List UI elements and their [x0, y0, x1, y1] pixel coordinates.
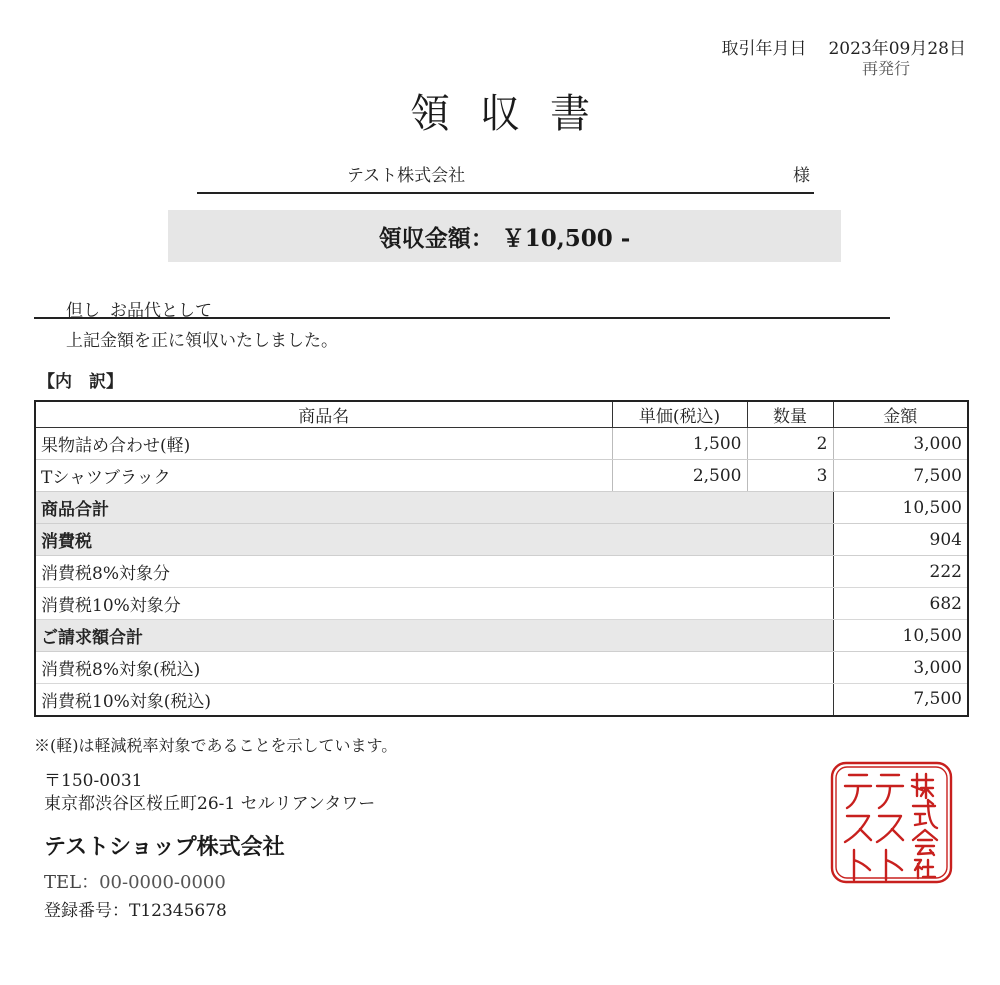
tax-10-label: 消費税10%対象分 — [35, 588, 833, 620]
item-name: 果物詰め合わせ(軽) — [35, 428, 612, 460]
item-amount: 7,500 — [833, 460, 968, 492]
page-title: 領収書 — [410, 91, 620, 137]
subtotal-label: 商品合計 — [35, 492, 833, 524]
amount-label: 領収金額： — [378, 224, 494, 252]
item-name: Tシャツブラック — [35, 460, 612, 492]
issuer-tel — [44, 868, 226, 894]
amount-value: ￥10,500 - — [501, 224, 631, 252]
subtotal-row — [35, 492, 968, 524]
column-header-unit-price: 単価(税込) — [612, 401, 747, 428]
purpose-text: お品代として — [110, 301, 212, 321]
taxable-8-row — [35, 652, 968, 684]
grand-total-row — [35, 620, 968, 652]
purpose-underline — [34, 317, 890, 319]
transaction-date — [721, 34, 966, 59]
reduced-tax-note: ※(軽)は軽減税率対象であることを示しています。 — [34, 736, 398, 755]
issuer-name: テストショップ株式会社 — [44, 834, 285, 860]
date-label: 取引年月日 — [721, 39, 807, 59]
table-row — [35, 428, 968, 460]
registration-number: 登録番号：T12345678 — [44, 901, 227, 921]
grand-total-label: ご請求額合計 — [35, 620, 833, 652]
tax-label: 消費税 — [35, 524, 833, 556]
received-statement: 上記金額を正に領収いたしました。 — [66, 331, 338, 351]
tel-label: TEL： — [44, 872, 100, 893]
column-header-product: 商品名 — [35, 401, 612, 428]
tax-10-row — [35, 588, 968, 620]
amount-box — [168, 210, 841, 262]
purpose-label: 但し — [66, 301, 100, 321]
taxable-8-value: 3,000 — [833, 652, 968, 684]
subtotal-value: 10,500 — [833, 492, 968, 524]
item-unit-price: 1,500 — [612, 428, 747, 460]
recipient-honorific: 様 — [793, 166, 810, 186]
item-unit-price: 2,500 — [612, 460, 747, 492]
company-seal-stamp — [829, 760, 954, 885]
breakdown-table — [34, 400, 969, 717]
tax-8-value: 222 — [833, 556, 968, 588]
issuer-address: 東京都渋谷区桜丘町26-1 セルリアンタワー — [44, 794, 376, 814]
item-quantity: 2 — [747, 428, 833, 460]
tax-row — [35, 524, 968, 556]
tax-8-label: 消費税8%対象分 — [35, 556, 833, 588]
taxable-10-row — [35, 684, 968, 716]
item-quantity: 3 — [747, 460, 833, 492]
item-amount: 3,000 — [833, 428, 968, 460]
date-value: 2023年09月28日 — [828, 39, 966, 59]
recipient-underline — [197, 192, 814, 194]
tax-8-row — [35, 556, 968, 588]
issuer-postal-code: 〒150-0031 — [44, 771, 143, 791]
tax-value: 904 — [833, 524, 968, 556]
table-row — [35, 460, 968, 492]
grand-total-value: 10,500 — [833, 620, 968, 652]
column-header-quantity: 数量 — [747, 401, 833, 428]
taxable-10-label: 消費税10%対象(税込) — [41, 691, 212, 712]
table-header-row — [35, 401, 968, 428]
recipient-name: テスト株式会社 — [346, 166, 466, 186]
reissue-label: 再発行 — [861, 59, 910, 78]
tax-10-value: 682 — [833, 588, 968, 620]
taxable-10-value: 7,500 — [833, 684, 968, 716]
tel-number: 00-0000-0000 — [99, 872, 226, 893]
breakdown-title: 【内 訳】 — [38, 372, 123, 392]
taxable-8-label: 消費税8%対象(税込) — [35, 652, 833, 684]
column-header-amount: 金額 — [833, 401, 968, 428]
